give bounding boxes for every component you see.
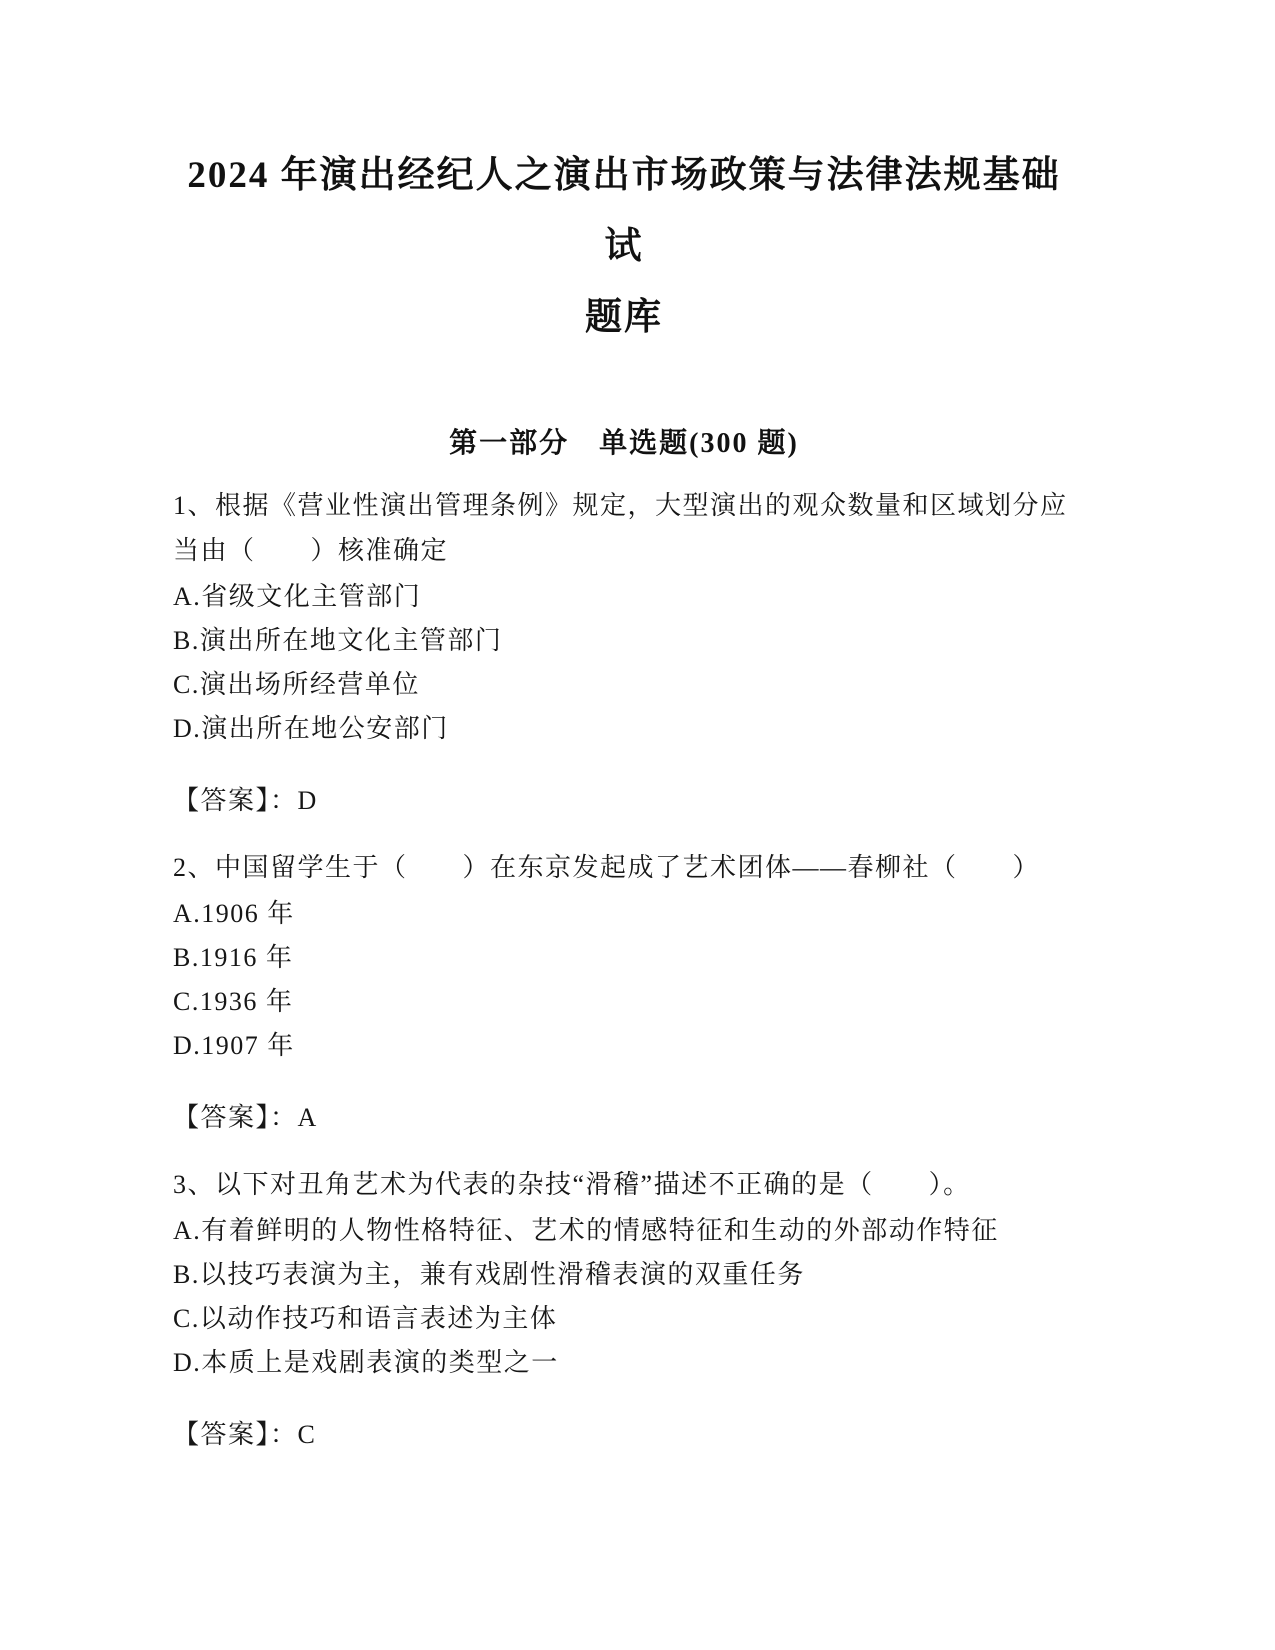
option-c: C.以动作技巧和语言表述为主体 [173,1304,558,1333]
answer-line [173,1096,1075,1140]
question-stem: 3、以下对丑角艺术为代表的杂技“滑稽”描述不正确的是（ ）。 [173,1170,971,1199]
answer-label: 【答案】： [173,1420,298,1449]
option-a: A.省级文化主管部门 [173,582,422,611]
document-title-line-2: 题库 [585,297,663,338]
section-heading: 第一部分 单选题(300 题) [449,428,799,459]
option-b: B.1916 年 [173,943,294,972]
option-d: D.本质上是戏剧表演的类型之一 [173,1348,559,1377]
answer-line [173,1413,1075,1457]
option-b: B.演出所在地文化主管部门 [173,626,503,655]
question-stem: 2、中国留学生于（ ）在东京发起成了艺术团体——春柳社（ ） [173,853,1041,882]
option-b: B.以技巧表演为主，兼有戏剧性滑稽表演的双重任务 [173,1260,805,1289]
answer-value: A [297,1103,318,1132]
question-1 [173,483,1075,823]
option-a: A.有着鲜明的人物性格特征、艺术的情感特征和生动的外部动作特征 [173,1216,999,1245]
answer-value: C [297,1420,317,1449]
option-d: D.1907 年 [173,1031,295,1060]
answer-label: 【答案】： [173,1103,298,1132]
question-2 [173,845,1075,1140]
answer-label: 【答案】： [173,786,298,815]
option-c: C.1936 年 [173,987,294,1016]
question-stem: 1、根据《营业性演出管理条例》规定，大型演出的观众数量和区域划分应当由（ ）核准确定 [173,491,1068,565]
option-c: C.演出场所经营单位 [173,670,420,699]
document-title-line-1: 2024 年演出经纪人之演出市场政策与法律法规基础试 [187,155,1061,267]
document-title [173,140,1075,353]
answer-line [173,779,1075,823]
answer-value: D [297,786,318,815]
option-d: D.演出所在地公安部门 [173,714,449,743]
option-a: A.1906 年 [173,899,295,928]
question-3 [173,1162,1075,1457]
